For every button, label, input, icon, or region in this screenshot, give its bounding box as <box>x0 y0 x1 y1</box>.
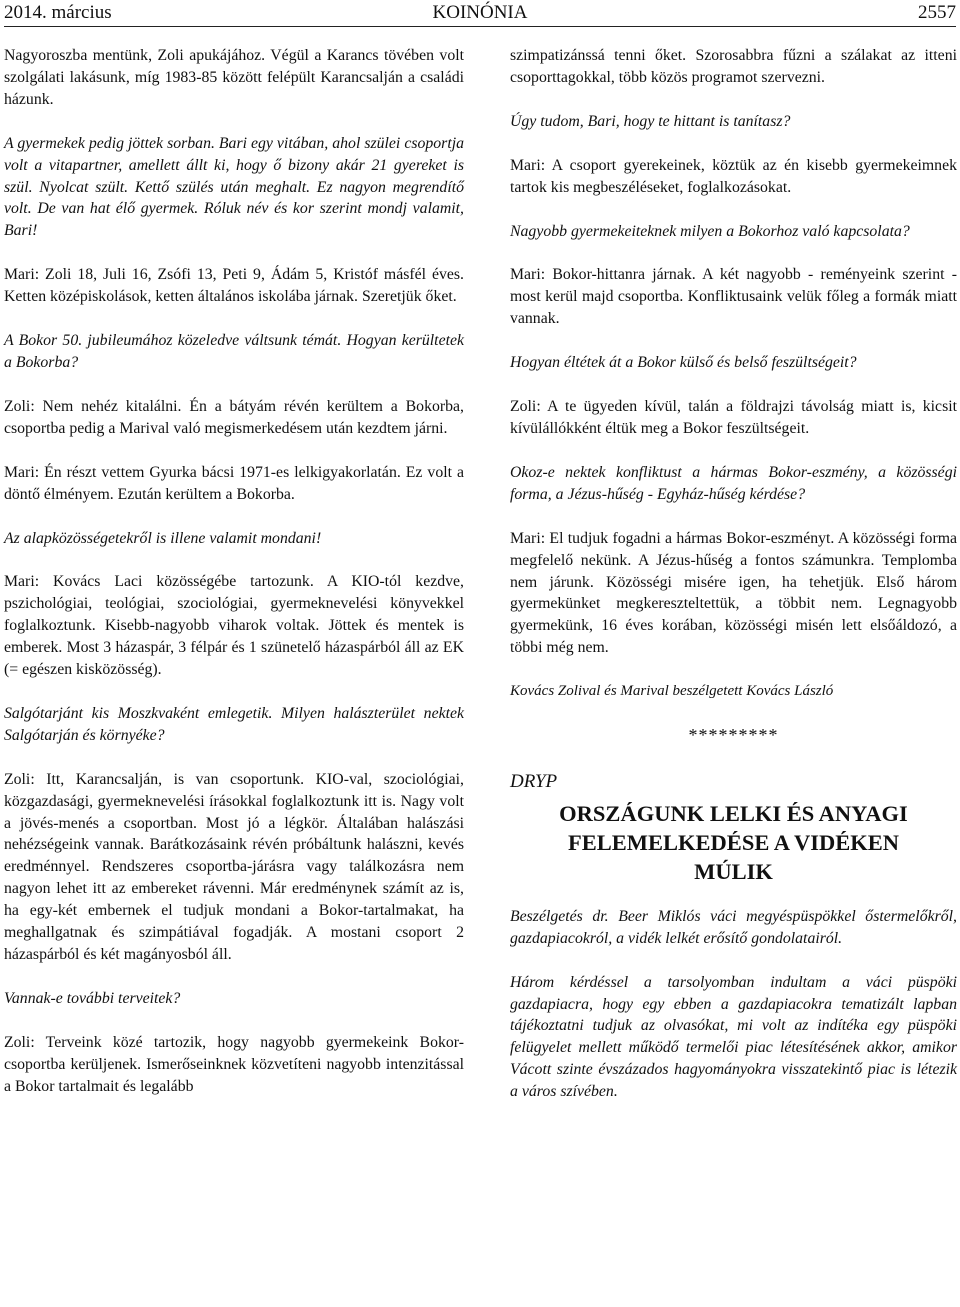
paragraph: Mari: El tudjuk fogadni a hármas Bokor-eszményt. A közösségi forma megfelelő nekünk. A Jézus-hűség a fontos számunkra. Templomba nem járunk. Közösségi misére igen, ha tehetjük. Első három gyermekünket megkereszteltettük, a többit nem. Legnagyobb gyermekünk, 16 éves korában, közösségi misén lett elsőáldozó, a többi még nem. <box>510 529 957 657</box>
paragraph: Zoli: Terveink közé tartozik, hogy nagyobb gyermekeink Bokor-csoportba kerüljenek. Ismerőseinknek közvetíteni nagyobb intenzitással a Bokor tartalmait és legalább <box>4 1033 464 1095</box>
paragraph: Zoli: Itt, Karancsalján, is van csoportunk. KIO-val, szociológiai, közgazdasági, gyermeknevelési írásokkal foglalkoztunk itt is. Nagy volt a jövés-menés a csoportban. Most jó a légkör. Általában halászási nehézségeink vannak. Barátkozásaink révén próbáltunk halászni, kevés eredménnyel. Rendszeres csoportba-járásra vagy találkozásra nem nagyon lehet itt az embereket rávenni. Már eredménynek számít az is, ha egy-két embernek el tudjuk mondani a Bokor-tartalmakat, ha meghallgatnak és szimpátiával fogadják. A mostani csoport 2 házaspárból és két magányosból áll. <box>4 770 464 963</box>
article-intro: Három kérdéssel a tarsolyomban indultam a váci püspöki gazdapiacra, hogy egy ebben a gazdapiacokra tematizált lapban tájékoztatni tudjuk az olvasókat, mi volt az indítéka egy püspöki felügyelet mellett működő termelői piac létesítésének akkor, amikor Vácott szinte évszázados hagyományokra visszatekintő piac is létezik a város szívében. <box>510 973 957 1101</box>
article-title-line: FELEMELKEDÉSE A VIDÉKEN <box>568 829 899 855</box>
paragraph: szimpatizánssá tenni őket. Szorosabbra fűzni a szálakat az itteni csoporttagokkal, több közös programot szervezni. <box>510 47 957 86</box>
author-credit: Kovács Zolival és Marival beszélgetett Kovács László <box>510 683 834 700</box>
issue-date: 2014. március <box>4 2 112 23</box>
paragraph: Mari: Kovács Laci közösségébe tartozunk. A KIO-tól kezdve, pszichológiai, teológiai, szociológiai, gyermeknevelési könyvekkel foglalkoztunk. Kisebb-nagyobb viharok voltak. Jöttek és mentek is emberek. Most 3 házaspár, 3 félpár és 1 szünetelő házaspárból áll az EK (= egészen kisközösség). <box>4 573 464 679</box>
section-separator: ********* <box>688 725 779 746</box>
page-header <box>4 0 956 27</box>
paragraph: Zoli: A te ügyeden kívül, talán a földrajzi távolság miatt is, kicsit kívülállókként éltük meg a Bokor feszültségeit. <box>510 398 957 437</box>
interview-question: Okoz-e nektek konfliktust a hármas Bokor-eszmény, a közösségi forma, a Jézus-hűség - Egyház-hűség kérdése? <box>510 463 957 503</box>
article-lead: Beszélgetés dr. Beer Miklós váci megyéspüspökkel őstermelőkről, gazdapiacokról, a vidék lelkét erősítő gondolatairól. <box>510 907 957 947</box>
article-title-line: ORSZÁGUNK LELKI ÉS ANYAGI <box>559 800 908 826</box>
paragraph: Zoli: Nem nehéz kitalálni. Én a bátyám révén kerültem a Bokorba, csoportba pedig a Marival való megismerkedésem után kezdtem járni. <box>4 397 464 437</box>
right-column <box>510 45 957 1125</box>
paragraph: Mari: Én részt vettem Gyurka bácsi 1971-es lelkigyakorlatán. Ez volt a döntő élményem. Ezután kerültem a Bokorba. <box>4 463 464 503</box>
interview-question: Úgy tudom, Bari, hogy te hittant is tanítasz? <box>510 112 791 130</box>
article-title-line: MÚLIK <box>694 858 773 884</box>
interview-question: A gyermekek pedig jöttek sorban. Bari egy vitában, ahol szülei csoportja volt a vitapartner, amellett állt ki, hogy ő bizony akár 21 gyereket is szül. Nyolcat szült. Kettő szülés után meghalt. Ez nagyon megrendítő volt. De van hat élő gyermek. Róluk név és kor szerint mondj valamit, Bari! <box>4 134 464 240</box>
journal-title: KOINÓNIA <box>432 2 528 23</box>
paragraph: Mari: Zoli 18, Juli 16, Zsófi 13, Peti 9, Ádám 5, Kristóf másfél éves. Ketten középiskolások, ketten általános iskolába járnak. Szeretjük őket. <box>4 266 464 306</box>
interview-question: Az alapközösségetekről is illene valamit mondani! <box>4 529 322 547</box>
paragraph: Mari: Bokor-hittanra járnak. A két nagyobb - reményeink szerint - most kerül majd csoportba. Konfliktusaink velük főleg a formák miatt vannak. <box>510 266 957 328</box>
paragraph: Mari: A csoport gyerekeinek, köztük az én kisebb gyermekeimnek tartok kis megbeszéléseket, foglalkozásokat. <box>510 156 957 196</box>
interview-question: Vannak-e további terveitek? <box>4 989 181 1007</box>
section-label: DRYP <box>510 770 558 792</box>
article-title <box>510 799 957 886</box>
interview-question: A Bokor 50. jubileumához közeledve váltsunk témát. Hogyan kerültetek a Bokorba? <box>4 332 464 371</box>
interview-question: Hogyan éltétek át a Bokor külső és belső feszültségeit? <box>510 354 857 372</box>
page-number: 2557 <box>918 2 956 23</box>
left-column <box>4 45 464 1120</box>
interview-question: Salgótarjánt kis Moszkvaként emlegetik. Milyen halászterület nektek Salgótarján és környéke? <box>4 704 464 744</box>
paragraph: Nagyoroszba mentünk, Zoli apukájához. Végül a Karancs tövében volt szolgálati lakásunk, míg 1983-85 között felépült Karancsalján a családi házunk. <box>4 47 464 108</box>
interview-question: Nagyobb gyermekeiteknek milyen a Bokorhoz való kapcsolata? <box>510 222 910 240</box>
